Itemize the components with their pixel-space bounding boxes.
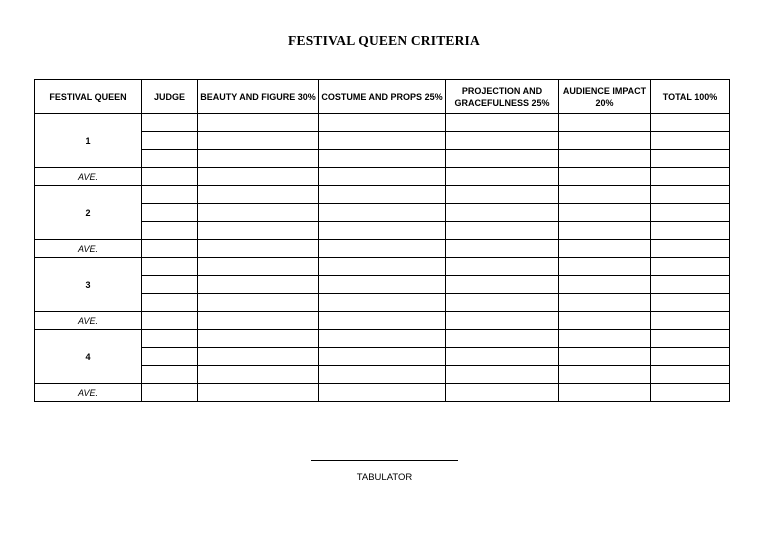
criteria-table xyxy=(34,79,730,402)
score-cell xyxy=(142,204,198,222)
score-cell xyxy=(651,330,730,348)
average-label: AVE. xyxy=(35,312,142,330)
score-cell xyxy=(198,150,319,168)
average-row xyxy=(35,168,730,186)
score-cell xyxy=(559,330,651,348)
header-costume-and-props: COSTUME AND PROPS 25% xyxy=(319,80,446,114)
score-cell xyxy=(446,132,559,150)
score-cell xyxy=(198,204,319,222)
score-cell xyxy=(559,348,651,366)
score-cell xyxy=(319,312,446,330)
average-label: AVE. xyxy=(35,240,142,258)
score-cell xyxy=(198,258,319,276)
score-cell xyxy=(651,312,730,330)
table-row xyxy=(35,330,730,348)
score-cell xyxy=(651,204,730,222)
score-cell xyxy=(446,222,559,240)
queen-number: 1 xyxy=(35,114,142,168)
table-row xyxy=(35,258,730,276)
score-cell xyxy=(651,132,730,150)
score-cell xyxy=(319,276,446,294)
score-cell xyxy=(198,312,319,330)
score-cell xyxy=(198,384,319,402)
score-cell xyxy=(446,366,559,384)
score-cell xyxy=(319,114,446,132)
score-cell xyxy=(651,348,730,366)
signature-line xyxy=(311,460,458,461)
header-projection-and-gracefulness: PROJECTION AND GRACEFULNESS 25% xyxy=(446,80,559,114)
tabulator-label: TABULATOR xyxy=(356,472,413,483)
score-cell xyxy=(319,366,446,384)
score-cell xyxy=(319,150,446,168)
score-cell xyxy=(651,294,730,312)
score-cell xyxy=(319,258,446,276)
document-title: FESTIVAL QUEEN CRITERIA xyxy=(288,33,480,48)
queen-number: 4 xyxy=(35,330,142,384)
score-cell xyxy=(319,186,446,204)
score-cell xyxy=(651,384,730,402)
score-cell xyxy=(446,276,559,294)
score-cell xyxy=(198,222,319,240)
header-beauty-and-figure: BEAUTY AND FIGURE 30% xyxy=(198,80,319,114)
header-total: TOTAL 100% xyxy=(651,80,730,114)
score-cell xyxy=(651,186,730,204)
score-cell xyxy=(142,312,198,330)
average-label: AVE. xyxy=(35,384,142,402)
score-cell xyxy=(142,168,198,186)
score-cell xyxy=(142,186,198,204)
score-cell xyxy=(319,204,446,222)
score-cell xyxy=(559,312,651,330)
table-row xyxy=(35,114,730,132)
score-cell xyxy=(559,294,651,312)
score-cell xyxy=(198,276,319,294)
score-cell xyxy=(142,240,198,258)
score-cell xyxy=(446,384,559,402)
score-cell xyxy=(651,168,730,186)
score-cell xyxy=(446,330,559,348)
score-cell xyxy=(142,276,198,294)
header-judge: JUDGE xyxy=(142,80,198,114)
score-cell xyxy=(651,276,730,294)
score-cell xyxy=(319,168,446,186)
table-row xyxy=(35,186,730,204)
score-cell xyxy=(142,294,198,312)
score-cell xyxy=(651,366,730,384)
score-cell xyxy=(319,330,446,348)
score-cell xyxy=(319,384,446,402)
score-cell xyxy=(198,186,319,204)
score-cell xyxy=(651,150,730,168)
score-cell xyxy=(651,240,730,258)
score-cell xyxy=(559,150,651,168)
score-cell xyxy=(142,348,198,366)
score-cell xyxy=(446,240,559,258)
score-cell xyxy=(559,168,651,186)
score-cell xyxy=(319,240,446,258)
score-cell xyxy=(651,258,730,276)
queen-number: 3 xyxy=(35,258,142,312)
score-cell xyxy=(446,294,559,312)
score-cell xyxy=(198,114,319,132)
score-cell xyxy=(446,168,559,186)
score-cell xyxy=(142,330,198,348)
score-cell xyxy=(446,204,559,222)
score-cell xyxy=(651,114,730,132)
score-cell xyxy=(559,384,651,402)
score-cell xyxy=(198,168,319,186)
score-cell xyxy=(319,222,446,240)
score-cell xyxy=(142,222,198,240)
score-cell xyxy=(559,258,651,276)
header-row xyxy=(35,80,730,114)
score-cell xyxy=(142,114,198,132)
score-cell xyxy=(446,150,559,168)
average-row xyxy=(35,312,730,330)
score-cell xyxy=(446,258,559,276)
score-cell xyxy=(446,312,559,330)
score-cell xyxy=(446,186,559,204)
score-cell xyxy=(651,222,730,240)
score-cell xyxy=(559,366,651,384)
score-cell xyxy=(198,348,319,366)
score-cell xyxy=(142,132,198,150)
score-cell xyxy=(198,330,319,348)
header-audience-impact: AUDIENCE IMPACT 20% xyxy=(559,80,651,114)
score-cell xyxy=(142,366,198,384)
average-label: AVE. xyxy=(35,168,142,186)
score-cell xyxy=(559,186,651,204)
score-cell xyxy=(559,114,651,132)
score-cell xyxy=(319,132,446,150)
score-cell xyxy=(559,240,651,258)
score-cell xyxy=(198,294,319,312)
score-cell xyxy=(142,258,198,276)
score-cell xyxy=(559,222,651,240)
queen-number: 2 xyxy=(35,186,142,240)
score-cell xyxy=(559,204,651,222)
average-row xyxy=(35,384,730,402)
score-cell xyxy=(142,384,198,402)
score-cell xyxy=(198,366,319,384)
score-cell xyxy=(198,240,319,258)
score-cell xyxy=(559,132,651,150)
score-cell xyxy=(319,294,446,312)
score-cell xyxy=(142,150,198,168)
score-cell xyxy=(319,348,446,366)
score-cell xyxy=(559,276,651,294)
average-row xyxy=(35,240,730,258)
header-festival-queen: FESTIVAL QUEEN xyxy=(35,80,142,114)
score-cell xyxy=(446,114,559,132)
score-cell xyxy=(446,348,559,366)
score-cell xyxy=(198,132,319,150)
